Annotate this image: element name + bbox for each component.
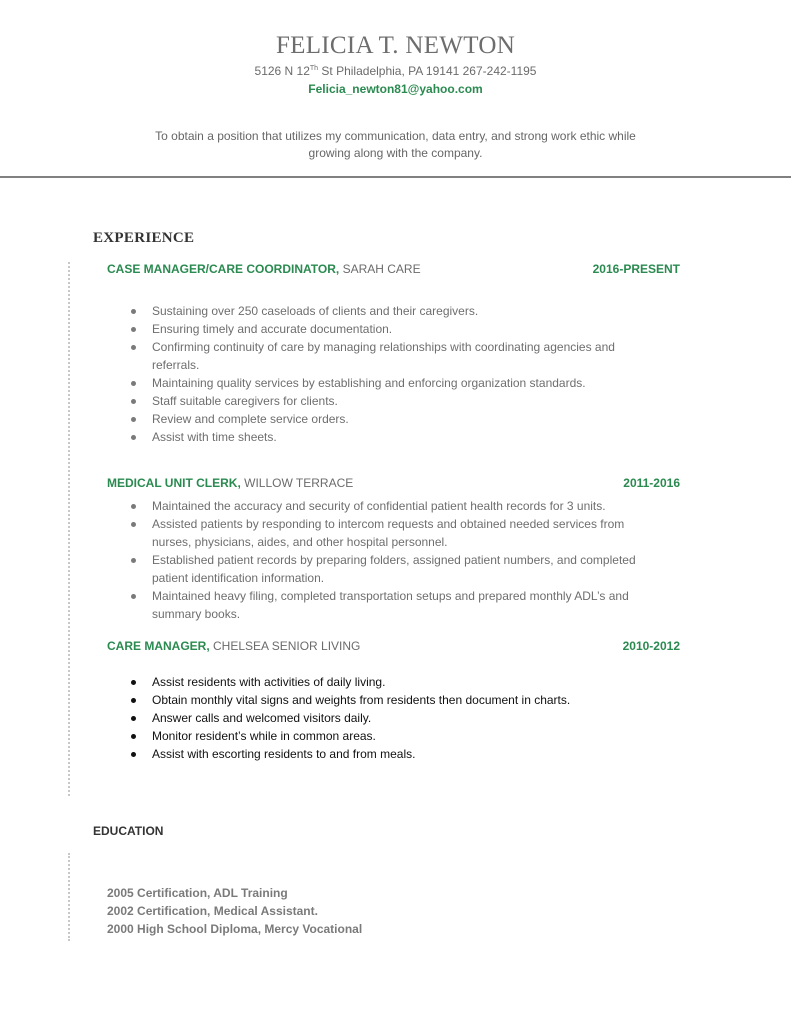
duty-text: Ensuring timely and accurate documentation. <box>152 322 393 336</box>
bullet-icon <box>131 752 136 757</box>
address-ordinal-suffix: Th <box>309 65 319 72</box>
duty-text: Confirming continuity of care by managing relationships with coordinating agencies and referrals. <box>152 340 615 372</box>
duty-text: Assist residents with activities of daily living. <box>152 675 386 689</box>
duty-text: Assisted patients by responding to intercom requests and obtained needed services from nurses, physicians, aides, and other hospital personnel. <box>152 517 625 549</box>
duty-item <box>0 392 664 410</box>
candidate-name: FELICIA T. NEWTON <box>275 32 516 59</box>
duty-item <box>0 320 664 338</box>
bullet-icon <box>131 399 136 404</box>
bullet-icon <box>131 381 136 386</box>
education-list <box>107 884 362 938</box>
bullet-icon <box>131 698 136 703</box>
address-street-number: 5126 N 12 <box>254 64 310 78</box>
duty-item <box>0 302 664 320</box>
education-dotted-rule <box>68 853 70 941</box>
job-title: MEDICAL UNIT CLERK, <box>107 476 241 490</box>
bullet-icon <box>131 716 136 721</box>
bullet-icon <box>131 734 136 739</box>
duty-item <box>0 515 664 551</box>
contact-email[interactable]: Felicia_newton81@yahoo.com <box>308 82 483 96</box>
duty-text: Answer calls and welcomed visitors daily. <box>152 711 372 725</box>
duty-text: Established patient records by preparing folders, assigned patient numbers, and completed patient identification information. <box>152 553 636 585</box>
duty-text: Staff suitable caregivers for clients. <box>152 394 338 408</box>
bullet-icon <box>131 594 136 599</box>
job-header <box>107 476 680 490</box>
job-header <box>107 639 680 653</box>
duty-item <box>0 727 664 745</box>
job-header <box>107 262 680 276</box>
contact-address <box>0 64 791 78</box>
education-item: 2002 Certification, Medical Assistant. <box>107 904 318 918</box>
job-duties-list <box>0 497 700 623</box>
duty-item <box>0 691 664 709</box>
job-company: CHELSEA SENIOR LIVING <box>209 639 361 653</box>
duty-text: Monitor resident’s while in common areas. <box>152 729 376 743</box>
job-title: CARE MANAGER, <box>107 639 210 653</box>
duty-text: Maintaining quality services by establishing and enforcing organization standards. <box>152 376 586 390</box>
job-title: CASE MANAGER/CARE COORDINATOR, <box>107 262 340 276</box>
address-rest: St Philadelphia, PA 19141 267-242-1195 <box>318 64 537 78</box>
duty-item <box>0 428 664 446</box>
job-dates: 2011-2016 <box>623 476 680 490</box>
education-item: 2005 Certification, ADL Training <box>107 886 288 900</box>
duty-item <box>0 374 664 392</box>
duty-item <box>0 410 664 428</box>
duty-item <box>0 338 664 374</box>
job-position <box>107 639 360 653</box>
bullet-icon <box>131 345 136 350</box>
header-divider <box>0 176 791 178</box>
job-dates: 2016-PRESENT <box>592 262 680 276</box>
bullet-icon <box>131 435 136 440</box>
duty-text: Assist with escorting residents to and from meals. <box>152 747 416 761</box>
duty-text: Assist with time sheets. <box>152 430 277 444</box>
duty-item <box>0 673 664 691</box>
job-duties-list <box>0 302 700 446</box>
job-position <box>107 476 353 490</box>
job-duties-list <box>0 673 700 763</box>
education-item: 2000 High School Diploma, Mercy Vocational <box>107 922 363 936</box>
duty-item <box>0 551 664 587</box>
bullet-icon <box>131 327 136 332</box>
education-heading: EDUCATION <box>93 824 164 838</box>
bullet-icon <box>131 558 136 563</box>
job-company: WILLOW TERRACE <box>240 476 354 490</box>
duty-text: Maintained the accuracy and security of confidential patient health records for 3 units. <box>152 499 606 513</box>
duty-text: Maintained heavy filing, completed transportation setups and prepared monthly ADL’s and summary books. <box>152 589 629 621</box>
duty-item <box>0 745 664 763</box>
duty-item <box>0 709 664 727</box>
duty-text: Sustaining over 250 caseloads of clients and their caregivers. <box>152 304 479 318</box>
bullet-icon <box>131 417 136 422</box>
objective-statement: To obtain a position that utilizes my communication, data entry, and strong work ethic while growing along with the company. <box>155 129 636 160</box>
bullet-icon <box>131 522 136 527</box>
duty-text: Obtain monthly vital signs and weights from residents then document in charts. <box>152 693 571 707</box>
bullet-icon <box>131 309 136 314</box>
job-company: SARAH CARE <box>339 262 421 276</box>
job-position <box>107 262 421 276</box>
job-dates: 2010-2012 <box>622 639 680 653</box>
duty-item <box>0 497 664 515</box>
bullet-icon <box>131 504 136 509</box>
duty-text: Review and complete service orders. <box>152 412 349 426</box>
experience-heading: EXPERIENCE <box>93 230 195 246</box>
duty-item <box>0 587 664 623</box>
bullet-icon <box>131 680 136 685</box>
